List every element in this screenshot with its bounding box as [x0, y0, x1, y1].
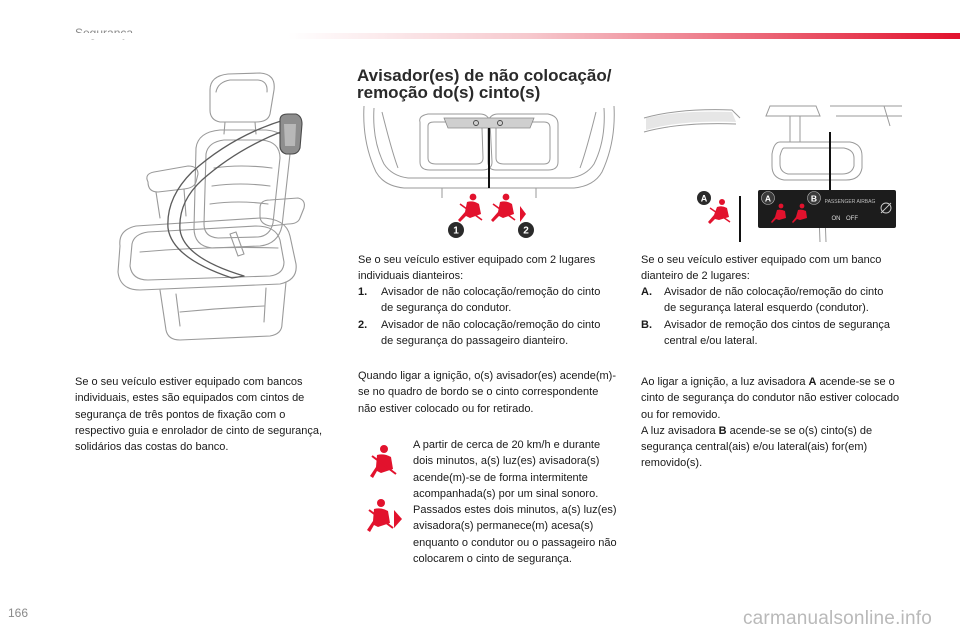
right-intro: Se o seu veículo estiver equipado com um banco dianteiro de 2 lugares: [641, 254, 882, 283]
dashboard-figure-bench-seat [640, 102, 904, 244]
list-item-text: Avisador de remoção dos cintos de segurança central e/ou lateral. [664, 318, 891, 347]
section-title [357, 67, 611, 101]
middle-ignition-text: Quando ligar a ignição, o(s) avisador(es) acende(m)-se no quadro de bordo se o cinto correspondente não estiver colocado ou for retirado. [358, 370, 617, 415]
warning-a-letter: A [808, 376, 817, 388]
list-item-text: Avisador de não colocação/remoção do cinto de segurança lateral esquerdo (condutor). [664, 286, 884, 315]
warning-b-paragraph [641, 423, 903, 472]
figure-label-2: 2 [523, 225, 529, 237]
panel-label-b: B [810, 193, 818, 204]
title-line-1: Avisador(es) de não colocação/ [357, 66, 612, 85]
header-accent-bar [0, 33, 960, 39]
right-ignition-text [641, 374, 903, 472]
page-number: 166 [8, 606, 29, 620]
seat-belt-description: Se o seu veículo estiver equipado com bancos individuais, estes são equipados com cintos de segurança de três pontos de fixação com o respectivo guia e enrolador de cinto de segurança, solidários das costas do banco. [75, 376, 323, 454]
title-line-2: remoção do(s) cinto(s) [357, 83, 541, 102]
list-item-marker: 1. [358, 286, 368, 298]
list-item [641, 317, 891, 350]
dashboard-figure-two-seats [358, 102, 620, 244]
middle-speed-text: A partir de cerca de 20 km/h e durante dois minutos, a(s) luz(es) avisadora(s) acende(m)-se de forma intermitente acompanhada(s) por um sinal sonoro. Passados estes dois minutos, a(s) luz(es) avisadora(s) permanece(m) acesa(s) enquanto o condutor ou o passageiro não colocarem o cinto de segurança. [413, 439, 617, 566]
watermark: carmanualsonline.info [742, 608, 932, 629]
warning-b-text-end: acende-se se o(s) cinto(s) de segurança central(ais) e/ou lateral(ais) for(em) removido(s). [641, 424, 873, 470]
warning-b-letter: B [718, 424, 727, 437]
figure-label-a: A [700, 193, 708, 204]
warning-a-text-start: Ao ligar a ignição, a luz avisadora [641, 376, 809, 388]
list-item-text: Avisador de não colocação/remoção do cinto de segurança do passageiro dianteiro. [381, 318, 601, 347]
panel-label-a: A [764, 193, 772, 204]
seat-illustration [110, 68, 310, 348]
belt-warning-icon-steady [370, 444, 400, 480]
list-item [358, 317, 608, 350]
list-item-marker: A. [641, 286, 652, 298]
panel-airbag-text: PASSENGER AIRBAG [824, 199, 876, 205]
middle-intro: Se o seu veículo estiver equipado com 2 lugares individuais dianteiros: [358, 254, 596, 283]
warning-a-text-end: acende-se se o cinto de segurança do condutor não estiver colocado ou for removido. [641, 376, 900, 421]
list-item-marker: B. [641, 318, 652, 331]
list-item-text: Avisador de não colocação/remoção do cinto de segurança do condutor. [381, 286, 601, 315]
list-item [641, 284, 891, 317]
warning-b-text-start: A luz avisadora [641, 424, 719, 437]
middle-item-list [358, 284, 608, 349]
warning-a-paragraph [641, 374, 903, 423]
list-item-marker: 2. [358, 318, 368, 331]
panel-off-label: OFF [846, 216, 858, 222]
right-item-list [641, 284, 891, 349]
panel-on-label: ON [831, 216, 841, 222]
figure-label-1: 1 [453, 225, 459, 237]
list-item [358, 284, 608, 317]
belt-warning-icon-flashing [364, 498, 404, 532]
